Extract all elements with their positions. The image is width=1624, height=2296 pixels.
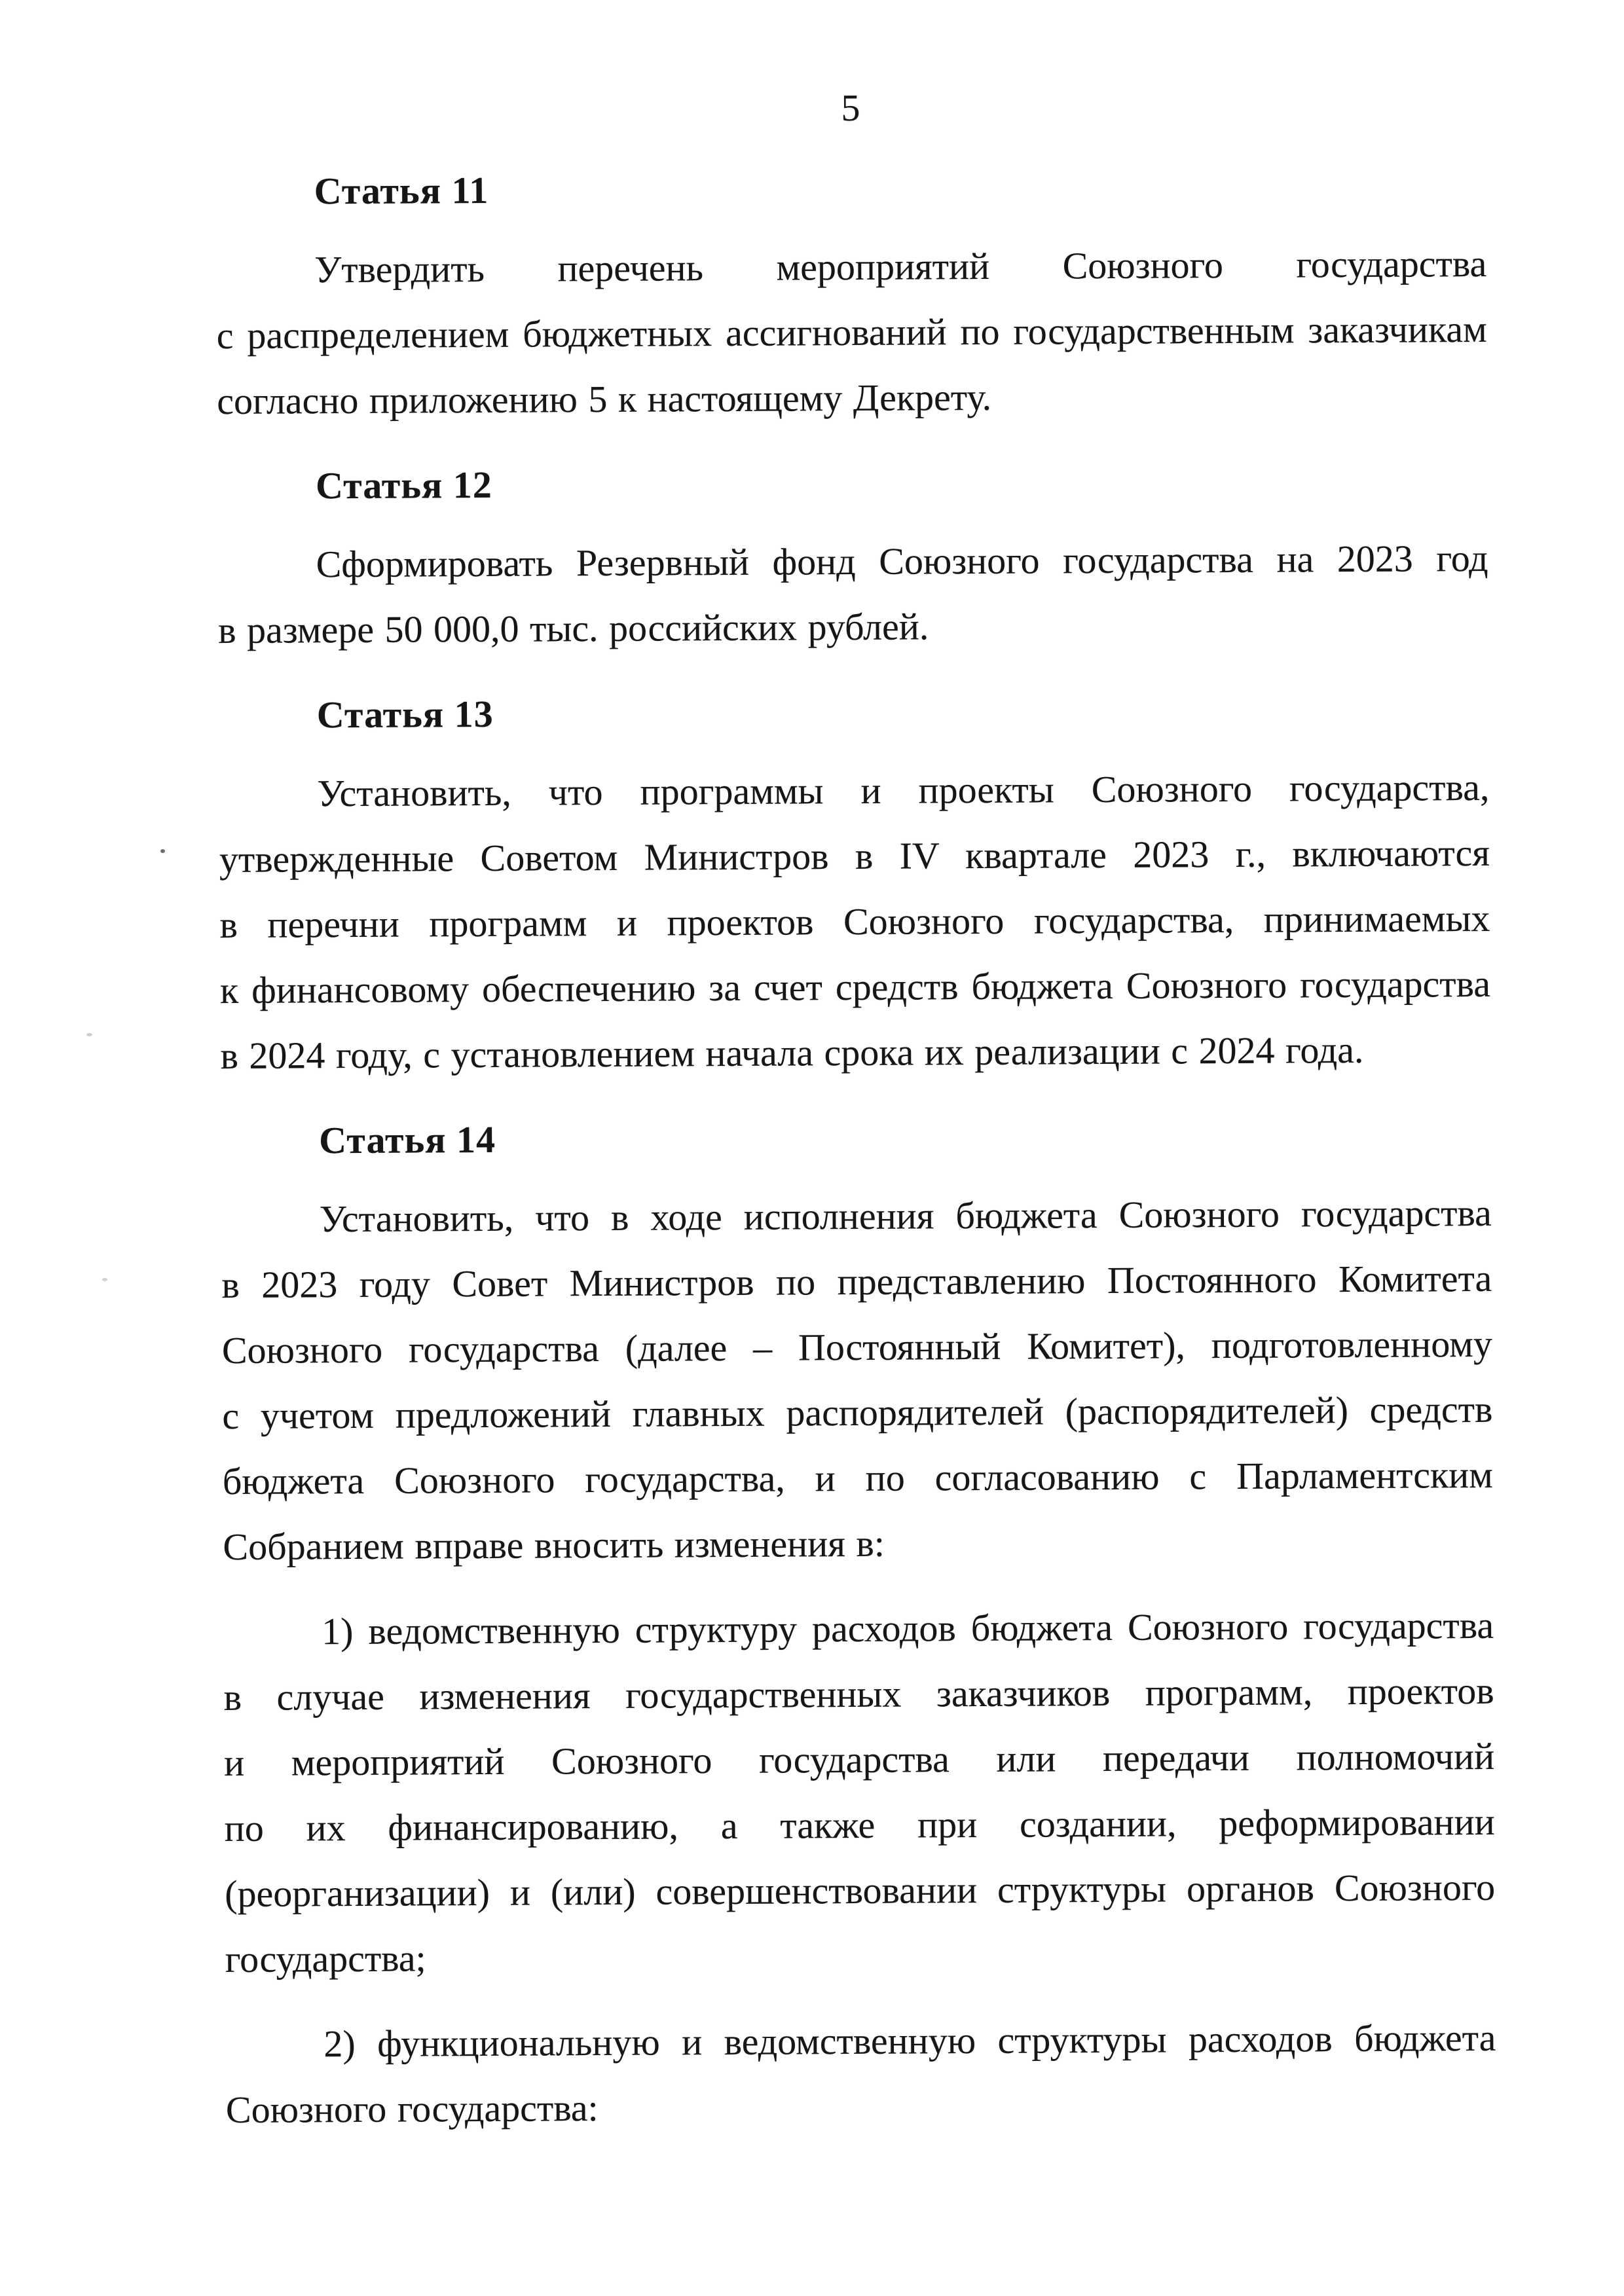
text-line: в перечни программ и проектов Союзного государства, принимаемых (219, 896, 1490, 947)
text-line: бюджета Союзного государства, и по согласованию с Парламентским (222, 1453, 1494, 1503)
paragraph (221, 1180, 1494, 1580)
text-line: 2) функциональную и ведомственную структуры расходов бюджета (323, 2016, 1496, 2066)
page-content (215, 0, 1496, 2162)
text-line: Собранием вправе вносить изменения в: (223, 1522, 885, 1569)
text-line: и мероприятий Союзного государства или передачи полномочий (224, 1734, 1495, 1785)
paragraph (219, 755, 1491, 1089)
text-line: Установить, что программы и проекты Союзного государства, (317, 765, 1490, 815)
text-line: в случае изменения государственных заказчиков программ, проектов (223, 1669, 1494, 1719)
text-line: с распределением бюджетных ассигнований по государственным заказчикам (216, 307, 1487, 357)
scan-speck (160, 849, 165, 853)
paragraph (217, 526, 1488, 663)
article-heading: Статья 14 (319, 1118, 496, 1162)
text-line: утвержденные Советом Министров в IV квартале 2023 г., включаются (219, 831, 1490, 881)
scan-speck (86, 1033, 92, 1036)
text-line: Сформировать Резервный фонд Союзного государства на 2023 год (316, 536, 1488, 586)
paragraph (223, 1593, 1496, 1992)
text-line: государства; (225, 1937, 426, 1981)
text-line: с учетом предложений главных распорядителей (распорядителей) средств (222, 1387, 1493, 1438)
text-line: согласно приложению 5 к настоящему Декрету. (217, 375, 992, 423)
text-line: Установить, что в ходе исполнения бюджета Союзного государства (319, 1191, 1492, 1241)
text-line: Союзного государства (далее – Постоянный Комитет), подготовленному (221, 1322, 1493, 1372)
text-line: (реорганизации) и (или) совершенствовании структуры органов Союзного (225, 1865, 1496, 1916)
text-line: по их финансированию, а также при создании, реформировании (224, 1800, 1495, 1850)
page-number: 5 (841, 86, 860, 130)
article-heading: Статья 12 (315, 463, 492, 507)
text-line: в 2023 году Совет Министров по представлению Постоянного Комитета (221, 1256, 1492, 1307)
scan-speck (102, 1278, 107, 1281)
paragraph (225, 2005, 1496, 2143)
text-line: Утвердить перечень мероприятий Союзного государства (314, 242, 1487, 291)
paragraph (216, 231, 1488, 434)
text-line: Союзного государства: (225, 2086, 599, 2132)
article-heading: Статья 11 (314, 168, 489, 213)
text-line: 1) ведомственную структуру расходов бюджета Союзного государства (321, 1603, 1494, 1653)
text-line: в размере 50 000,0 тыс. российских рублей. (217, 605, 929, 652)
text-line: к финансовому обеспечению за счет средств бюджета Союзного государства (219, 962, 1491, 1012)
document-body (215, 153, 1496, 2143)
article-heading: Статья 13 (316, 692, 494, 737)
text-line: в 2024 году, с установлением начала срока их реализации с 2024 года. (220, 1028, 1364, 1078)
